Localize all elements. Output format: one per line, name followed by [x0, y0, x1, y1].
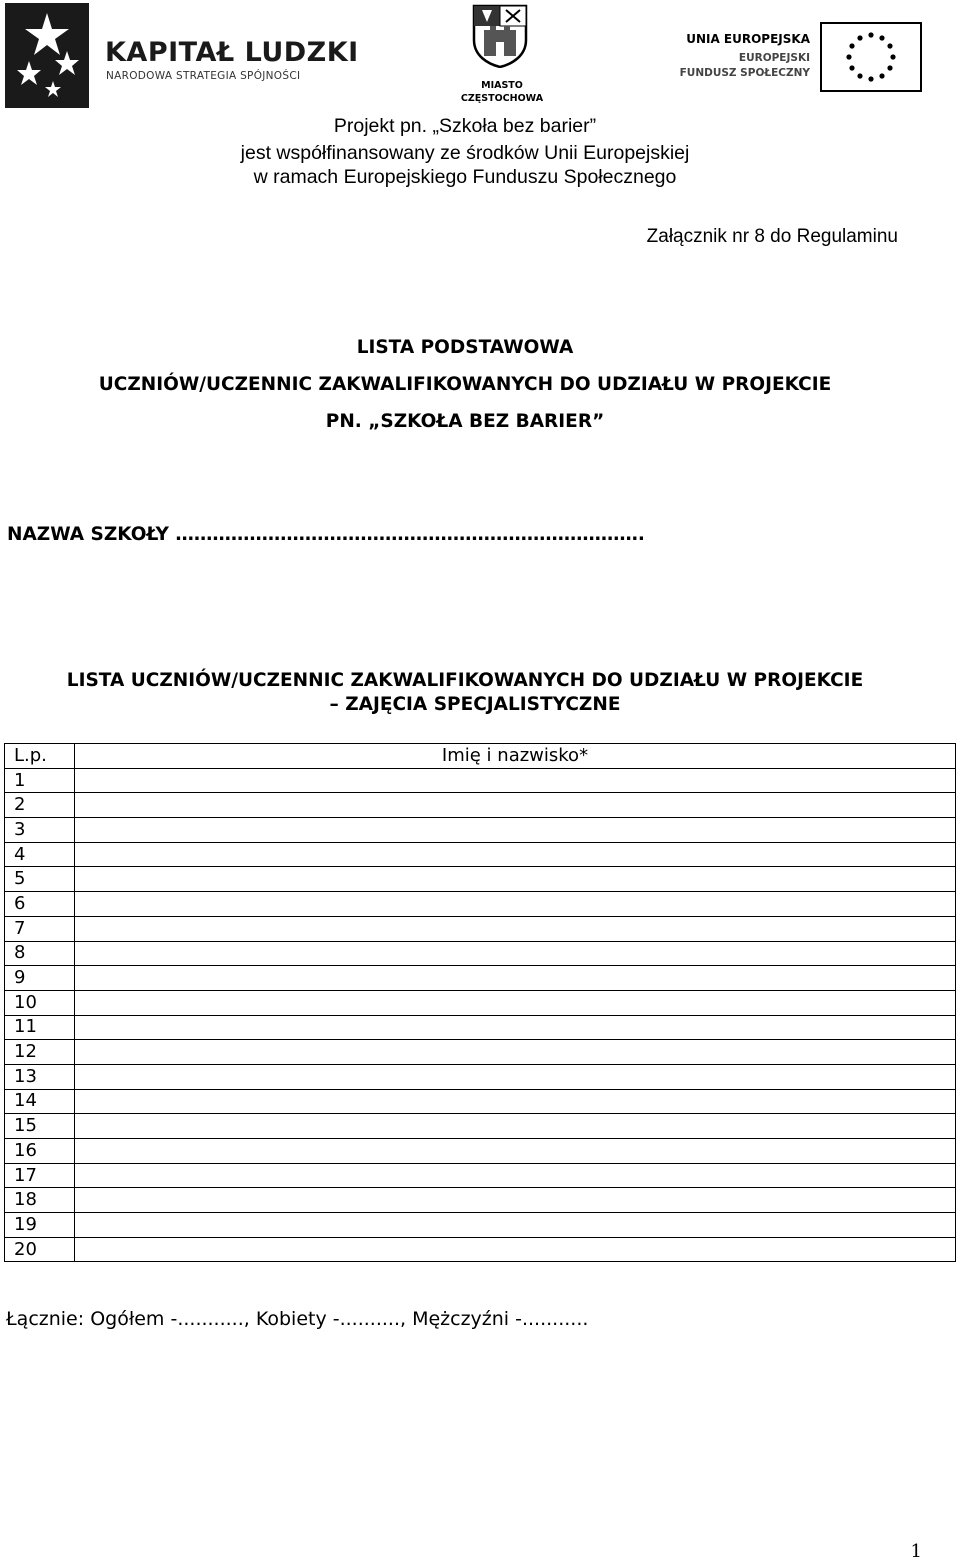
name-cell[interactable] [75, 966, 956, 991]
eu-title: UNIA EUROPEJSKA [686, 32, 810, 46]
eu-fund-line1: EUROPEJSKI [738, 52, 810, 64]
name-cell[interactable] [75, 892, 956, 917]
row-number: 16 [5, 1139, 75, 1164]
table-row [5, 1139, 956, 1164]
column-header-name: Imię i nazwisko* [75, 744, 956, 769]
name-cell[interactable] [75, 1237, 956, 1262]
column-header-lp: L.p. [5, 744, 75, 769]
eu-fund-line2: FUNDUSZ SPOŁECZNY [679, 67, 810, 79]
name-cell[interactable] [75, 1163, 956, 1188]
table-row [5, 1015, 956, 1040]
table-row [5, 842, 956, 867]
project-line1: Projekt pn. „Szkoła bez barier” [333, 115, 597, 137]
name-cell[interactable] [75, 818, 956, 843]
row-number: 7 [5, 916, 75, 941]
table-row [5, 867, 956, 892]
name-cell[interactable] [75, 1089, 956, 1114]
totals-line: Łącznie: Ogółem -..........., Kobiety -.........., Mężczyźni -........... [6, 1308, 589, 1330]
name-cell[interactable] [75, 941, 956, 966]
name-cell[interactable] [75, 1015, 956, 1040]
eu-flag-icon [820, 22, 922, 92]
table-row [5, 1163, 956, 1188]
kapital-ludzki-title: KAPITAŁ LUDZKI [105, 37, 359, 68]
table-row [5, 1064, 956, 1089]
heading-line2: UCZNIÓW/UCZENNIC ZAKWALIFIKOWANYCH DO UDZIAŁU W PROJEKCIE [98, 374, 832, 395]
row-number: 13 [5, 1064, 75, 1089]
list-heading-line2: – ZAJĘCIA SPECJALISTYCZNE [329, 694, 621, 715]
page-number: 1 [910, 1541, 922, 1562]
row-number: 8 [5, 941, 75, 966]
table-row [5, 768, 956, 793]
name-cell[interactable] [75, 1213, 956, 1238]
row-number: 15 [5, 1114, 75, 1139]
name-cell[interactable] [75, 867, 956, 892]
row-number: 4 [5, 842, 75, 867]
row-number: 18 [5, 1188, 75, 1213]
name-cell[interactable] [75, 1139, 956, 1164]
row-number: 1 [5, 768, 75, 793]
row-number: 17 [5, 1163, 75, 1188]
name-cell[interactable] [75, 793, 956, 818]
name-cell[interactable] [75, 768, 956, 793]
table-row [5, 916, 956, 941]
row-number: 14 [5, 1089, 75, 1114]
name-cell[interactable] [75, 1114, 956, 1139]
row-number: 6 [5, 892, 75, 917]
row-number: 19 [5, 1213, 75, 1238]
heading-line1: LISTA PODSTAWOWA [356, 337, 574, 358]
table-row [5, 1114, 956, 1139]
project-line3: w ramach Europejskiego Funduszu Społecznego [253, 166, 677, 188]
table-row [5, 966, 956, 991]
annex-label: Załącznik nr 8 do Regulaminu [646, 226, 898, 247]
kapital-ludzki-subtitle: NARODOWA STRATEGIA SPÓJNOŚCI [106, 70, 301, 82]
row-number: 20 [5, 1237, 75, 1262]
heading-line3: PN. „SZKOŁA BEZ BARIER” [325, 411, 605, 432]
row-number: 11 [5, 1015, 75, 1040]
project-line2: jest współfinansowany ze środków Unii Europejskiej [240, 142, 690, 164]
row-number: 9 [5, 966, 75, 991]
row-number: 3 [5, 818, 75, 843]
czestochowa-logo [452, 4, 552, 106]
table-row [5, 892, 956, 917]
table-row [5, 1213, 956, 1238]
name-cell[interactable] [75, 1188, 956, 1213]
kapital-ludzki-logo [5, 3, 359, 108]
list-heading-line1: LISTA UCZNIÓW/UCZENNIC ZAKWALIFIKOWANYCH DO UDZIAŁU W PROJEKCIE [66, 670, 864, 691]
name-cell[interactable] [75, 1040, 956, 1065]
table-header-row [5, 744, 956, 769]
kapital-ludzki-stars-icon [5, 3, 89, 108]
row-number: 12 [5, 1040, 75, 1065]
table-row [5, 941, 956, 966]
table-row [5, 990, 956, 1015]
name-cell[interactable] [75, 990, 956, 1015]
table-row [5, 1040, 956, 1065]
school-name-field: NAZWA SZKOŁY …………………………………………………………………. [7, 524, 645, 545]
row-number: 10 [5, 990, 75, 1015]
table-row [5, 1089, 956, 1114]
table-row [5, 793, 956, 818]
name-cell[interactable] [75, 916, 956, 941]
row-number: 2 [5, 793, 75, 818]
city-crest-icon [472, 4, 528, 68]
name-cell[interactable] [75, 1064, 956, 1089]
table-row [5, 818, 956, 843]
table-row [5, 1237, 956, 1262]
city-label-line1: MIASTO [481, 80, 523, 91]
city-label-line2: CZĘSTOCHOWA [460, 93, 544, 104]
table-row [5, 1188, 956, 1213]
eu-logo [672, 22, 922, 92]
name-cell[interactable] [75, 842, 956, 867]
row-number: 5 [5, 867, 75, 892]
participants-table [4, 743, 956, 1262]
